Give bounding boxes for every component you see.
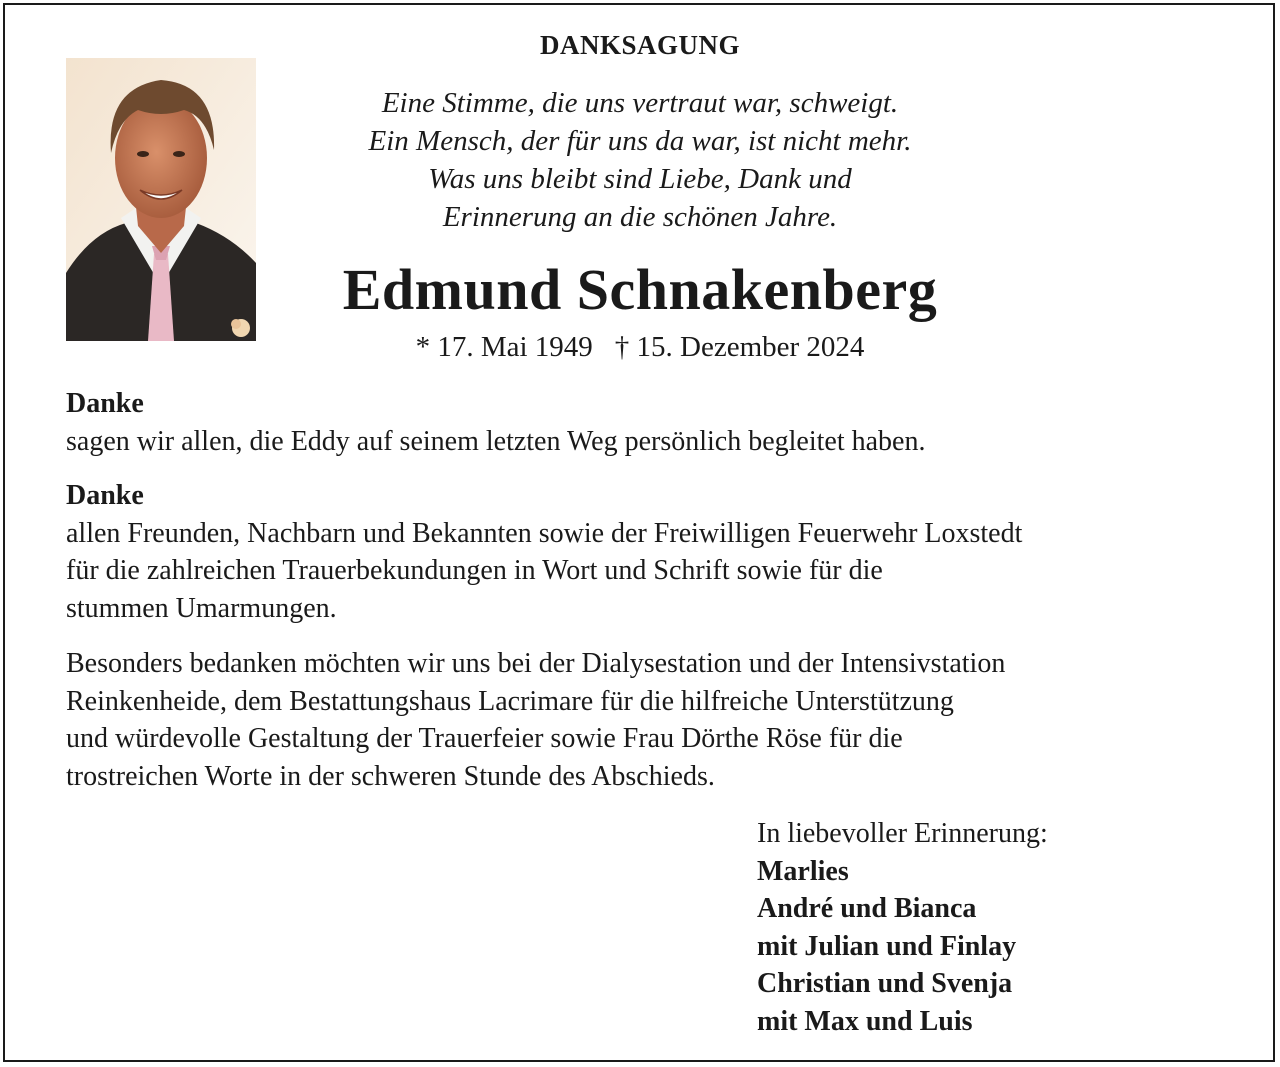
special-thanks-line: und würdevolle Gestaltung der Trauerfeier sowie Frau Dörthe Röse für die xyxy=(66,723,903,754)
death-date: † 15. Dezember 2024 xyxy=(614,331,865,363)
thanks-line: für die zahlreichen Trauerbekundungen in Wort und Schrift sowie für die xyxy=(66,555,883,586)
signature-intro: In liebevoller Erinnerung: xyxy=(757,818,1048,849)
special-thanks-line: Besonders bedanken möchten wir uns bei der Dialysestation und der Intensivstation xyxy=(66,648,1006,679)
memorial-poem xyxy=(290,84,990,236)
thanks-heading: Danke xyxy=(66,480,144,511)
deceased-name: Edmund Schnakenberg xyxy=(342,257,938,322)
thanks-line: stummen Umarmungen. xyxy=(66,592,337,624)
special-thanks-line: trostreichen Worte in der schweren Stunde des Abschieds. xyxy=(66,760,715,792)
special-thanks-line: Reinkenheide, dem Bestattungshaus Lacrimare für die hilfreiche Unterstützung xyxy=(66,685,954,717)
signature-name: André und Bianca xyxy=(757,893,977,924)
thanks-line: allen Freunden, Nachbarn und Bekannten sowie der Freiwilligen Feuerwehr Loxstedt xyxy=(66,517,1023,549)
signature-block xyxy=(757,815,1237,1040)
portrait-illustration xyxy=(66,58,256,341)
birth-date: * 17. Mai 1949 xyxy=(415,331,593,363)
thanks-line: sagen wir allen, die Eddy auf seinem letzten Weg persönlich begleitet haben. xyxy=(66,425,926,457)
portrait-photo xyxy=(66,58,256,341)
special-thanks-section xyxy=(66,645,1236,795)
signature-name: mit Julian und Finlay xyxy=(757,930,1017,962)
signature-name: Marlies xyxy=(757,855,849,887)
thanks-heading: Danke xyxy=(66,388,144,419)
signature-name: Christian und Svenja xyxy=(757,968,1013,999)
thanks-section-2 xyxy=(66,477,1236,627)
notice-heading: DANKSAGUNG xyxy=(539,30,740,60)
life-dates xyxy=(290,328,990,366)
poem-line: Ein Mensch, der für uns da war, ist nicht mehr. xyxy=(368,125,912,157)
thanks-section-1 xyxy=(66,385,1236,460)
poem-line: Erinnerung an die schönen Jahre. xyxy=(442,201,838,233)
poem-line: Eine Stimme, die uns vertraut war, schweigt. xyxy=(381,87,899,119)
poem-line: Was uns bleibt sind Liebe, Dank und xyxy=(428,163,852,195)
signature-name: mit Max und Luis xyxy=(757,1005,973,1037)
